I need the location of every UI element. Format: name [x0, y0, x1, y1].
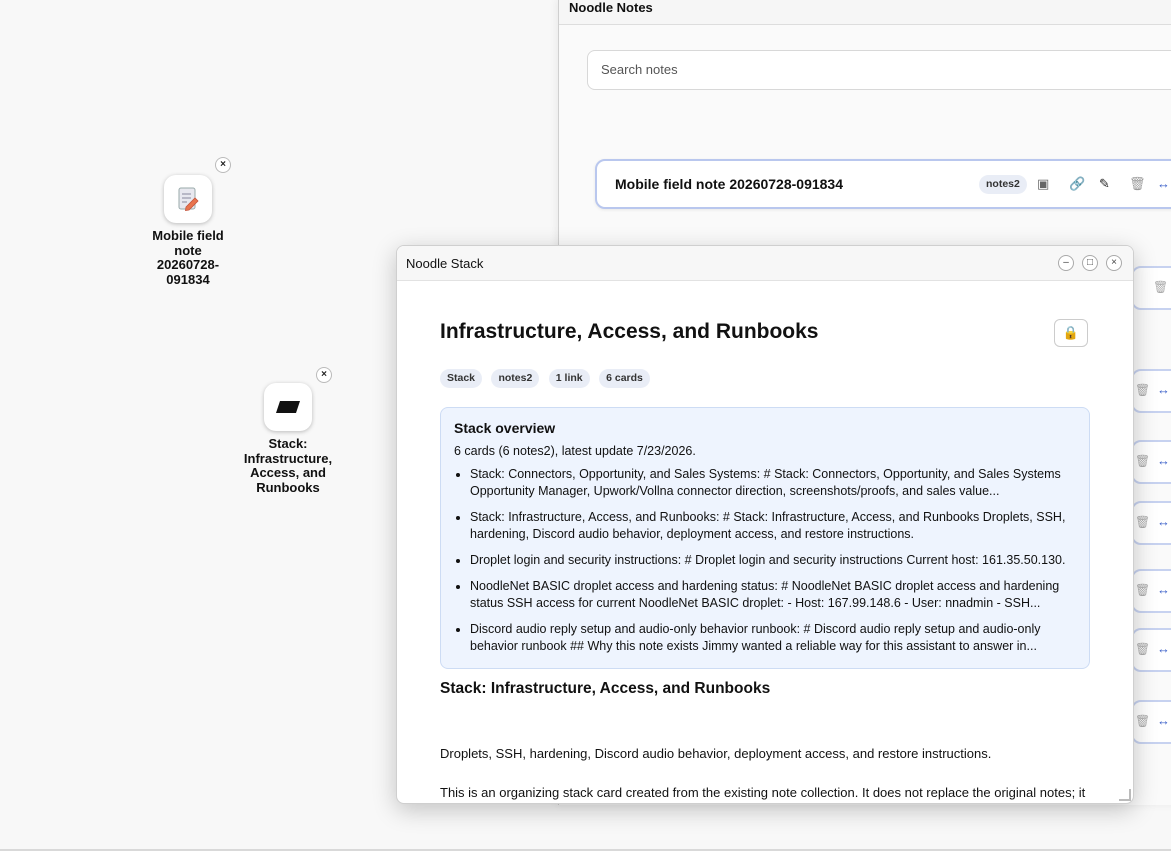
expand-icon[interactable]: ↔ [1157, 176, 1170, 191]
expand-icon[interactable]: ↔ [1157, 582, 1170, 597]
paragraph: This is an organizing stack card created from the existing note collection. It does not replace the original notes; it [440, 785, 1086, 800]
maximize-button[interactable]: □ [1082, 255, 1098, 271]
lock-button[interactable] [1054, 319, 1088, 347]
stack-overview [440, 407, 1090, 669]
noodle-stack-window [396, 245, 1134, 804]
section-heading: Stack: Infrastructure, Access, and Runbooks [440, 680, 771, 697]
delete-icon[interactable]: 🗑 [1135, 642, 1151, 656]
overview-heading: Stack overview [454, 420, 556, 436]
desktop-icon-label: Stack: Infrastructure, Access, and Runbooks [243, 436, 333, 495]
search-input[interactable]: Search notes [587, 50, 1171, 90]
stack-card-icon [264, 383, 312, 431]
list-item[interactable]: • NoodleNet BASIC droplet access and hardening status: # NoodleNet BASIC droplet access and hardening status SSH access for current NoodleNet BASIC droplet: - Host: 167.99.148.6 - User: nnadmin - SSH... [470, 578, 1076, 612]
desktop-icon-stack[interactable] [233, 369, 343, 495]
paragraph: Droplets, SSH, hardening, Discord audio behavior, deployment access, and restore instructions. [440, 746, 992, 761]
note-card-edge[interactable] [1131, 266, 1171, 310]
expand-icon[interactable]: ↔ [1157, 713, 1170, 728]
tag-badge: notes2 [491, 369, 539, 388]
open-icon[interactable]: ▣ [1037, 176, 1050, 191]
note-card-edge[interactable] [1131, 569, 1171, 613]
note-card-edge[interactable] [1131, 628, 1171, 672]
close-icon[interactable]: × [317, 368, 331, 382]
note-card-edge[interactable] [1131, 501, 1171, 545]
tag-badge: 6 cards [599, 369, 650, 388]
delete-icon[interactable]: 🗑 [1135, 583, 1151, 597]
window-title: Noodle Notes [559, 0, 1171, 25]
lock-icon: 🔒 [1062, 325, 1080, 340]
window-titlebar[interactable] [397, 246, 1133, 281]
edit-icon[interactable]: ✎ [1099, 176, 1110, 191]
tag-badge: Stack [440, 369, 482, 388]
note-card-title: Mobile field note 20260728-091834 [615, 176, 843, 192]
expand-icon[interactable]: ↔ [1157, 382, 1170, 397]
tag-badge: notes2 [979, 175, 1027, 194]
delete-icon[interactable]: 🗑 [1153, 280, 1169, 294]
delete-icon[interactable]: 🗑 [1135, 383, 1151, 397]
expand-icon[interactable]: ↔ [1157, 514, 1170, 529]
overview-list [454, 466, 1076, 655]
link-icon[interactable]: 🔗 [1069, 176, 1086, 191]
note-card-edge[interactable] [1131, 440, 1171, 484]
expand-icon[interactable]: ↔ [1157, 453, 1170, 468]
delete-icon[interactable]: 🗑 [1135, 454, 1151, 468]
note-card[interactable] [595, 159, 1171, 209]
delete-icon[interactable]: 🗑 [1129, 176, 1146, 191]
delete-icon[interactable]: 🗑 [1135, 515, 1151, 529]
note-pencil-icon [164, 175, 212, 223]
close-button[interactable]: × [1106, 255, 1122, 271]
desktop-icon-mobile-field-note[interactable] [133, 159, 243, 287]
stack-heading: Infrastructure, Access, and Runbooks [440, 320, 819, 343]
minimize-button[interactable]: – [1058, 255, 1074, 271]
tag-badge: 1 link [549, 369, 590, 388]
overview-summary: 6 cards (6 notes2), latest update 7/23/2026. [454, 444, 696, 458]
delete-icon[interactable]: 🗑 [1135, 714, 1151, 728]
close-icon[interactable]: × [216, 158, 230, 172]
resize-handle[interactable] [1119, 789, 1131, 801]
expand-icon[interactable]: ↔ [1157, 641, 1170, 656]
list-item[interactable]: • Discord audio reply setup and audio-only behavior runbook: # Discord audio reply setup and audio-only behavior runbook ## Why this note exists Jimmy wanted a reliable way for this assistant to answer in... [470, 621, 1076, 655]
note-card-edge[interactable] [1131, 700, 1171, 744]
note-card-edge[interactable] [1131, 369, 1171, 413]
window-title: Noodle Stack [406, 256, 484, 271]
desktop-icon-label: Mobile field note 20260728-091834 [152, 228, 224, 287]
tag-list [440, 368, 655, 388]
list-item[interactable]: • Droplet login and security instructions: # Droplet login and security instructions Current host: 161.35.50.130. [470, 552, 1076, 569]
list-item[interactable]: • Stack: Connectors, Opportunity, and Sales Systems: # Stack: Connectors, Opportunity, and Sales Systems Opportunity Manager, Upwork/Vollna connector direction, screenshots/proofs, and sales value... [470, 466, 1076, 500]
list-item[interactable]: • Stack: Infrastructure, Access, and Runbooks: # Stack: Infrastructure, Access, and Runbooks Droplets, SSH, hardening, Discord audio behavior, deployment access, and restore instructions. [470, 509, 1076, 543]
